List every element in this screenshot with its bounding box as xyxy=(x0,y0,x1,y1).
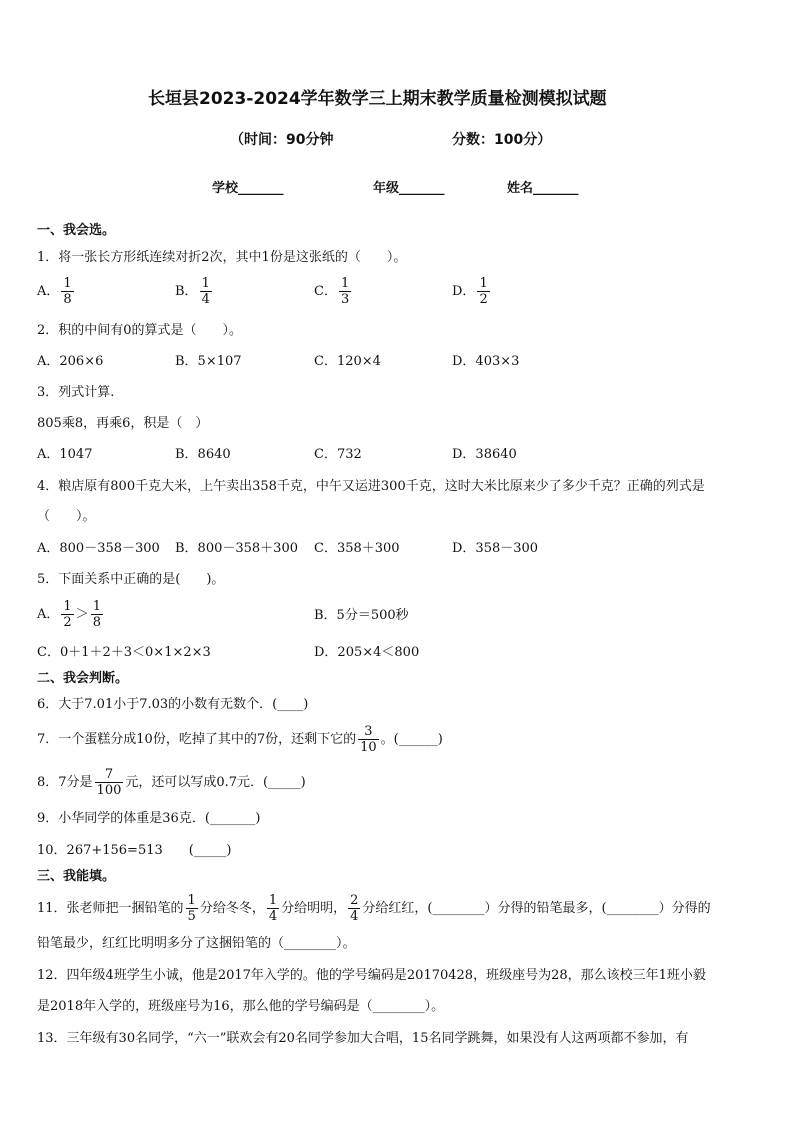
question-6: 6．大于7.01小于7.03的小数有无数个．(____) xyxy=(37,697,309,712)
grade-field[interactable]: 年级_______ xyxy=(373,181,445,196)
fraction: $\frac{1}{3}$ xyxy=(340,276,350,307)
question-11-line1: 11．张老师把一捆铅笔的 $\frac{1}{5}$ 分给冬冬， $\frac{1}{4}$ 分给明明， $\frac{2}{4}$ 分给红红，(________）分得的铅笔最多，(________）分得的 xyxy=(37,893,711,924)
section-heading: 一、我会选。 xyxy=(37,223,116,238)
fraction: $\frac{1}{2}$ xyxy=(63,599,72,630)
exam-score: 分数：100分） xyxy=(452,132,552,148)
question-2-stem: 2．积的中间有0的算式是（ ）。 xyxy=(37,323,243,338)
q2-option-b[interactable]: B．5×107 xyxy=(175,354,242,369)
exam-time: （时间：90分钟 xyxy=(230,132,334,148)
q5-option-d[interactable]: D．205×4＜800 xyxy=(314,645,420,660)
question-13-line1: 13．三年级有30名同学，“六一”联欢会有20名同学参加大合唱，15名同学跳舞，如果没有人这两项都不参加，有 xyxy=(37,1031,689,1046)
q2-option-c[interactable]: C．120×4 xyxy=(314,354,381,369)
question-3-stem: 3．列式计算. xyxy=(37,385,115,400)
q5-option-a[interactable]: A． $\frac{1}{2}$ ＞ $\frac{1}{8}$ xyxy=(37,599,101,630)
fraction: $\frac{2}{4}$ xyxy=(350,893,359,924)
section-heading: 二、我会判断。 xyxy=(37,671,129,686)
fraction: $\frac{1}{8}$ xyxy=(63,276,72,307)
question-4-stem: 4．粮店原有800千克大米，上午卖出358千克，中午又运进300千克，这时大米比原来少了多少千克？正确的列式是 xyxy=(37,479,705,494)
q4-option-d[interactable]: D．358－300 xyxy=(452,541,539,556)
q2-option-d[interactable]: D．403×3 xyxy=(452,354,520,369)
q4-option-b[interactable]: B．800－358＋300 xyxy=(175,541,298,556)
q4-option-a[interactable]: A．800－358－300 xyxy=(37,541,160,556)
q3-option-c[interactable]: C．732 xyxy=(314,447,362,462)
q1-option-b[interactable]: B． $\frac{1}{4}$ xyxy=(175,276,210,307)
school-field[interactable]: 学校_______ xyxy=(212,181,284,196)
q1-option-c[interactable]: C． $\frac{1}{3}$ xyxy=(314,276,350,307)
q5-option-b[interactable]: B．5分＝500秒 xyxy=(314,608,409,623)
fraction: $\frac{1}{2}$ xyxy=(479,276,488,307)
fraction: $\frac{1}{4}$ xyxy=(201,276,210,307)
question-10: 10．267+156=513 (_____) xyxy=(37,843,232,858)
question-5-stem: 5．下面关系中正确的是( )。 xyxy=(37,572,225,587)
fraction: $\frac{7}{100}$ xyxy=(96,767,122,798)
q1-option-a[interactable]: A． $\frac{1}{8}$ xyxy=(37,276,72,307)
question-7: 7．一个蛋糕分成10份，吃掉了其中的7份，还剩下它的 $\frac{3}{10}$ 。(______) xyxy=(37,724,443,755)
question-3-body: 805乘8，再乘6，积是（ ） xyxy=(37,416,209,431)
question-4-blank: （ ）。 xyxy=(37,509,96,524)
q4-option-c[interactable]: C．358＋300 xyxy=(314,541,400,556)
q1-option-d[interactable]: D． $\frac{1}{2}$ xyxy=(452,276,488,307)
question-1-stem: 1．将一张长方形纸连续对折2次，其中1份是这张纸的（ ）。 xyxy=(37,250,407,265)
fraction: $\frac{1}{4}$ xyxy=(268,893,278,924)
q3-option-b[interactable]: B．8640 xyxy=(175,447,231,462)
fraction: $\frac{1}{8}$ xyxy=(92,599,101,630)
question-12-line2: 是2018年入学的，班级座号为16，那么他的学号编码是（________）。 xyxy=(37,999,445,1014)
fraction: $\frac{1}{5}$ xyxy=(187,893,196,924)
q3-option-a[interactable]: A．1047 xyxy=(37,447,93,462)
section-heading: 三、我能填。 xyxy=(37,869,116,884)
question-8: 8．7分是 $\frac{7}{100}$ 元，还可以写成0.7元．(_____) xyxy=(37,767,306,798)
q3-option-d[interactable]: D．38640 xyxy=(452,447,517,462)
q2-option-a[interactable]: A．206×6 xyxy=(37,354,104,369)
page-title: 长垣县2023-2024学年数学三上期末教学质量检测模拟试题 xyxy=(148,89,607,109)
name-field[interactable]: 姓名_______ xyxy=(507,181,579,196)
question-12-line1: 12．四年级4班学生小诚，他是2017年入学的。他的学号编码是20170428，班级座号为28，那么该校三年1班小毅 xyxy=(37,968,706,983)
question-9: 9．小华同学的体重是36克．(_______) xyxy=(37,811,261,826)
q5-option-c[interactable]: C．0＋1＋2＋3＜0×1×2×3 xyxy=(37,645,211,660)
fraction: $\frac{3}{10}$ xyxy=(360,724,377,755)
question-11-line2: 铅笔最少，红红比明明多分了这捆铅笔的（________）。 xyxy=(37,936,356,951)
